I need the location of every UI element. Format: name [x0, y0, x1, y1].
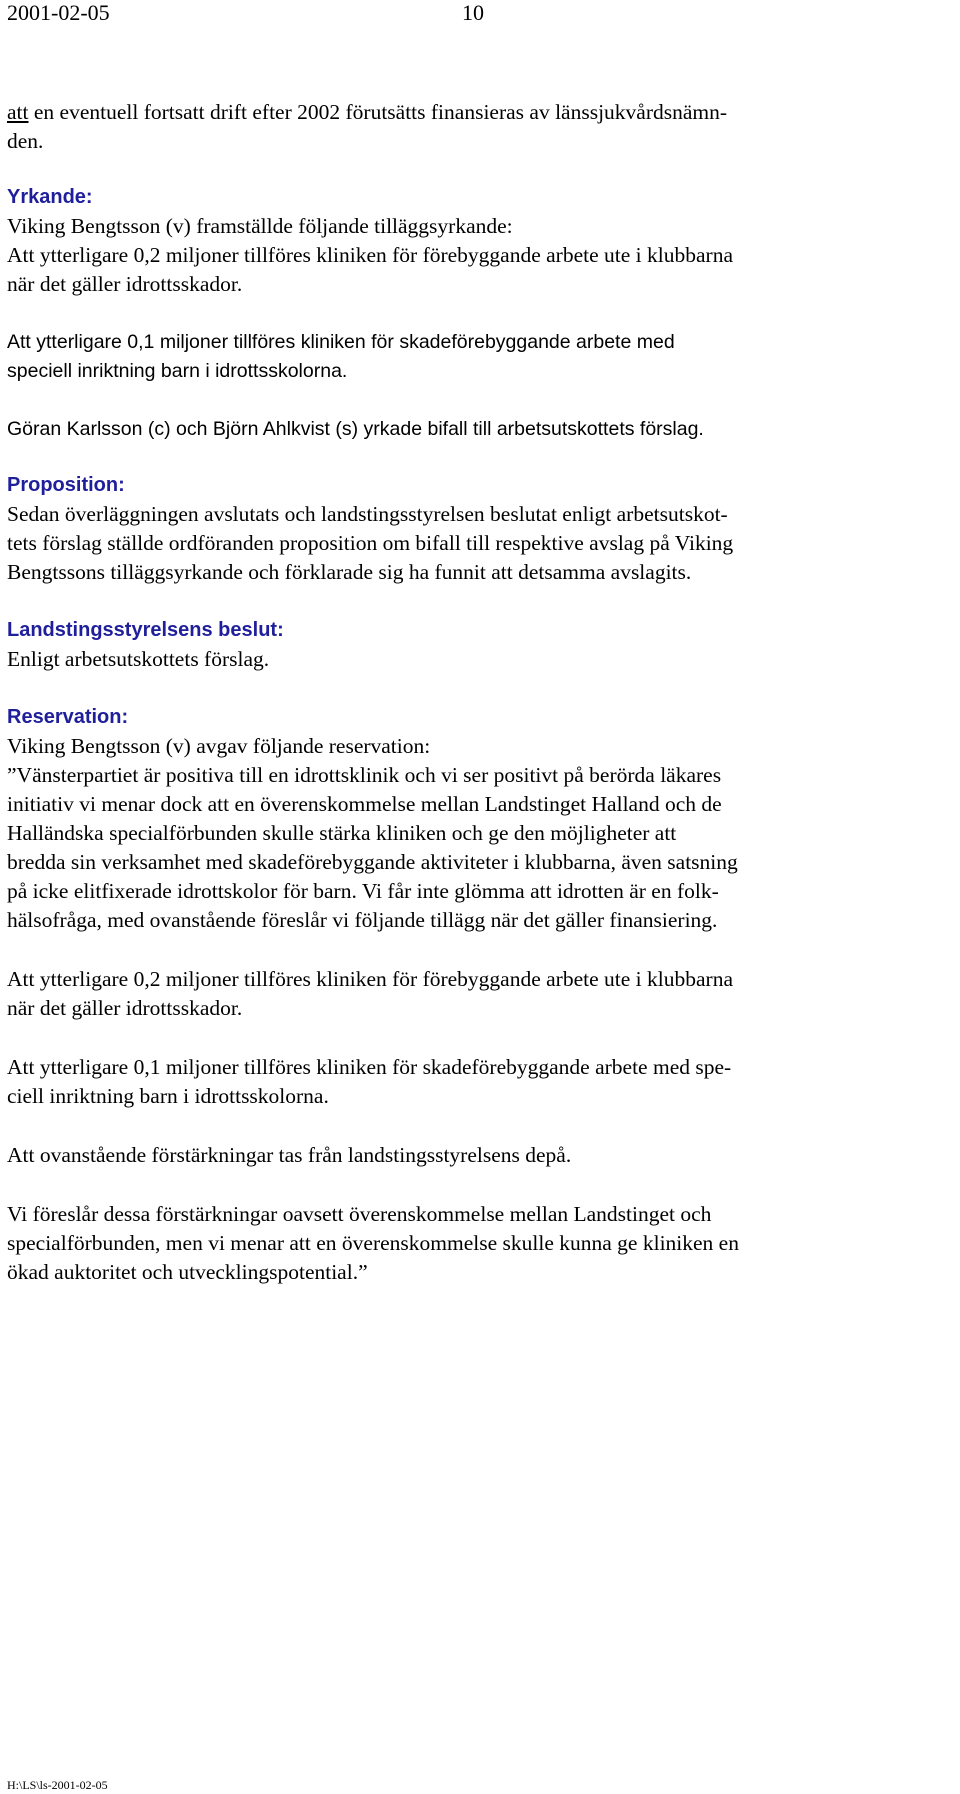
yrkande-line-3: när det gäller idrottsskador. — [7, 272, 243, 296]
reservation-line-2: ”Vänsterpartiet är positiva till en idrottsklinik och vi ser positivt på berörda läkares — [7, 763, 722, 787]
reservation-section — [7, 703, 952, 935]
header-date: 2001-02-05 — [7, 0, 110, 25]
res-p5-line-3: ökad auktoritet och utvecklingspotential.” — [7, 1260, 368, 1284]
reservation-line-5: bredda sin verksamhet med skadeförebyggande aktiviteter i klubbarna, även satsning — [7, 850, 738, 874]
intro-rest: en eventuell fortsatt drift efter 2002 förutsätts finansieras av länssjukvårdsnämn- — [28, 100, 728, 124]
reservation-line-7: hälsofråga, med ovanstående föreslår vi följande tillägg när det gäller finansiering. — [7, 908, 718, 932]
reservation-paragraph-2 — [7, 965, 952, 1023]
res-p5-line-1: Vi föreslår dessa förstärkningar oavsett överenskommelse mellan Landstinget och — [7, 1202, 712, 1226]
reservation-line-1: Viking Bengtsson (v) avgav följande reservation: — [7, 734, 431, 758]
reservation-line-6: på icke elitfixerade idrottskolor för barn. Vi får inte glömma att idrotten är en folk- — [7, 879, 719, 903]
proposition-line-1: Sedan överläggningen avslutats och landstingsstyrelsen beslutat enligt arbetsutskot- — [7, 502, 728, 526]
bifall-line-1: Göran Karlsson (c) och Björn Ahlkvist (s) yrkade bifall till arbetsutskottets förslag. — [7, 418, 704, 440]
beslut-section — [7, 616, 952, 674]
res-p3-line-1: Att ytterligare 0,1 miljoner tillföres kliniken för skadeförebyggande arbete med spe- — [7, 1055, 732, 1079]
tillagg-line-1: Att ytterligare 0,1 miljoner tillföres kliniken för skadeförebyggande arbete med — [7, 331, 675, 353]
intro-line-1 — [7, 98, 952, 127]
tillagg-paragraph — [7, 328, 952, 386]
header-page-number: 10 — [462, 0, 484, 25]
reservation-line-3: initiativ vi menar dock att en överenskommelse mellan Landstinget Halland och de — [7, 792, 722, 816]
document-body — [7, 98, 952, 1287]
proposition-heading: Proposition: — [7, 474, 125, 496]
res-p2-line-1: Att ytterligare 0,2 miljoner tillföres kliniken för förebyggande arbete ute i klubbarna — [7, 967, 733, 991]
yrkande-section — [7, 183, 952, 299]
tillagg-line-2: speciell inriktning barn i idrottsskolorna. — [7, 360, 348, 382]
reservation-line-4: Halländska specialförbunden skulle stärka kliniken och ge den möjligheter att — [7, 821, 677, 845]
yrkande-line-1: Viking Bengtsson (v) framställde följande tilläggsyrkande: — [7, 214, 513, 238]
intro-att: att — [7, 100, 29, 124]
reservation-paragraph-3 — [7, 1053, 952, 1111]
proposition-line-3: Bengtssons tilläggsyrkande och förklarade sig ha funnit att detsamma avslagits. — [7, 560, 692, 584]
intro-paragraph — [7, 98, 952, 156]
res-p3-line-2: ciell inriktning barn i idrottsskolorna. — [7, 1084, 329, 1108]
page-footer-path: H:\LS\ls-2001-02-05 — [7, 1778, 108, 1792]
intro-line-2: den. — [7, 129, 44, 153]
res-p2-line-2: när det gäller idrottsskador. — [7, 996, 243, 1020]
proposition-line-2: tets förslag ställde ordföranden proposition om bifall till respektive avslag på Viking — [7, 531, 734, 555]
bifall-paragraph — [7, 415, 952, 444]
reservation-paragraph-5 — [7, 1200, 952, 1287]
yrkande-line-2: Att ytterligare 0,2 miljoner tillföres kliniken för förebyggande arbete ute i klubbarna — [7, 243, 733, 267]
beslut-heading: Landstingsstyrelsens beslut: — [7, 619, 284, 641]
reservation-paragraph-4 — [7, 1141, 952, 1170]
beslut-line-1: Enligt arbetsutskottets förslag. — [7, 647, 270, 671]
res-p5-line-2: specialförbunden, men vi menar att en överenskommelse skulle kunna ge kliniken en — [7, 1231, 739, 1255]
res-p4-line-1: Att ovanstående förstärkningar tas från landstingsstyrelsens depå. — [7, 1143, 572, 1167]
proposition-section — [7, 471, 952, 587]
reservation-heading: Reservation: — [7, 706, 129, 728]
yrkande-heading: Yrkande: — [7, 186, 93, 208]
